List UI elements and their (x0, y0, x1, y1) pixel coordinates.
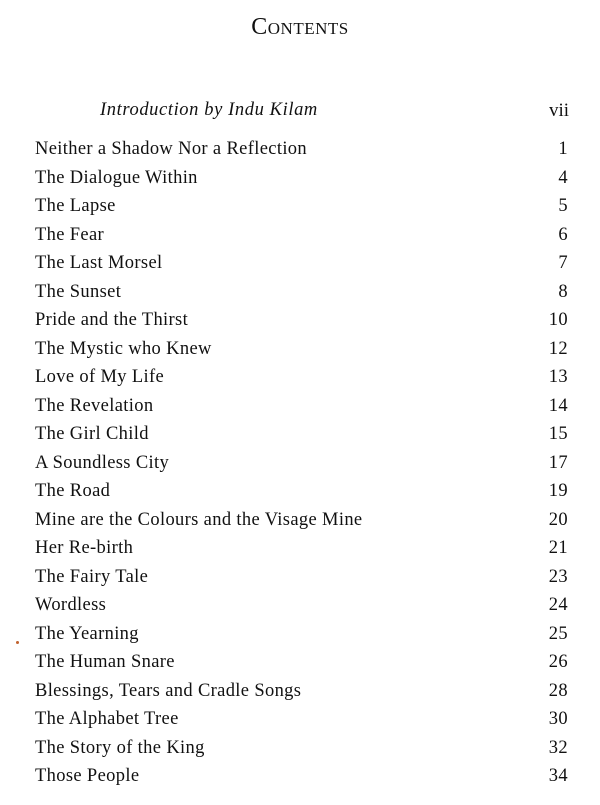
toc-entry (0, 622, 600, 651)
toc-entry-page-number: 25 (548, 623, 568, 644)
toc-entry (0, 251, 600, 280)
toc-entry (0, 451, 600, 480)
toc-entry-page-number: 7 (558, 253, 568, 273)
toc-entry-page-number: 6 (558, 224, 568, 245)
toc-entry (0, 764, 600, 793)
toc-entry-page-number: 10 (548, 310, 568, 330)
toc-entry-page-number: 21 (548, 538, 568, 558)
toc-entry (0, 394, 600, 423)
toc-entry-title: The Alphabet Tree (35, 709, 179, 729)
toc-entry-page-number: 32 (548, 737, 568, 758)
toc-entry (0, 337, 600, 366)
toc-entry (0, 650, 600, 679)
toc-entry-title: Pride and the Thirst (35, 310, 189, 330)
toc-entry-page-number: 13 (548, 367, 568, 387)
toc-entry-page-number: 20 (548, 509, 568, 530)
toc-entry-page-number: 26 (548, 652, 568, 672)
toc-entry-page-number: 24 (548, 595, 568, 615)
toc-entry-page-number: 34 (548, 766, 568, 786)
toc-entry (0, 707, 600, 736)
toc-entry (0, 736, 600, 765)
table-of-contents-list (0, 137, 600, 793)
toc-entry (0, 508, 600, 537)
toc-entry (0, 593, 600, 622)
toc-entry-title: The Fairy Tale (35, 566, 149, 587)
toc-entry-title: Those People (35, 766, 140, 786)
toc-entry-page-number: 28 (548, 680, 568, 701)
toc-entry-page-number: 15 (548, 424, 568, 444)
introduction-entry (0, 100, 600, 128)
toc-entry (0, 365, 600, 394)
toc-entry-title: The Girl Child (35, 424, 149, 444)
page-title: Contents (251, 14, 349, 40)
toc-entry-title: The Fear (35, 224, 105, 245)
toc-entry-title: The Revelation (35, 395, 154, 416)
toc-entry (0, 137, 600, 166)
toc-entry-title: Love of My Life (35, 367, 165, 387)
toc-entry-title: The Lapse (35, 196, 116, 216)
toc-entry-page-number: 30 (548, 709, 568, 729)
toc-entry-title: The Story of the King (35, 737, 205, 758)
toc-entry (0, 565, 600, 594)
toc-entry-title: Wordless (35, 595, 107, 615)
toc-entry (0, 479, 600, 508)
toc-entry-page-number: 14 (548, 395, 568, 416)
introduction-title: Introduction by Indu Kilam (100, 100, 318, 120)
toc-entry (0, 679, 600, 708)
toc-entry-title: The Dialogue Within (35, 167, 198, 188)
toc-entry-title: The Yearning (35, 623, 139, 644)
toc-entry-title: Blessings, Tears and Cradle Songs (35, 680, 302, 701)
toc-entry-page-number: 19 (548, 481, 568, 501)
toc-entry-title: The Sunset (35, 281, 122, 302)
toc-entry-page-number: 1 (558, 139, 568, 159)
toc-entry (0, 280, 600, 309)
toc-entry-title: The Last Morsel (35, 253, 163, 273)
toc-entry-title: Mine are the Colours and the Visage Mine (35, 509, 363, 530)
toc-entry-page-number: 8 (558, 281, 568, 302)
toc-entry (0, 536, 600, 565)
toc-entry-title: A Soundless City (35, 452, 170, 473)
toc-entry (0, 223, 600, 252)
toc-entry (0, 194, 600, 223)
toc-entry (0, 422, 600, 451)
toc-entry-title: The Human Snare (35, 652, 175, 672)
toc-entry-page-number: 17 (548, 452, 568, 473)
toc-entry-page-number: 12 (548, 338, 568, 359)
ink-speck (16, 641, 19, 644)
toc-entry (0, 166, 600, 195)
toc-entry-page-number: 5 (558, 196, 568, 216)
toc-entry-page-number: 4 (558, 167, 568, 188)
toc-entry-title: Neither a Shadow Nor a Reflection (35, 139, 308, 159)
toc-entry-title: The Road (35, 481, 111, 501)
toc-entry-page-number: 23 (548, 566, 568, 587)
toc-entry (0, 308, 600, 337)
toc-entry-title: The Mystic who Knew (35, 338, 212, 359)
toc-entry-title: Her Re-birth (35, 538, 134, 558)
introduction-page-number: vii (548, 100, 569, 121)
